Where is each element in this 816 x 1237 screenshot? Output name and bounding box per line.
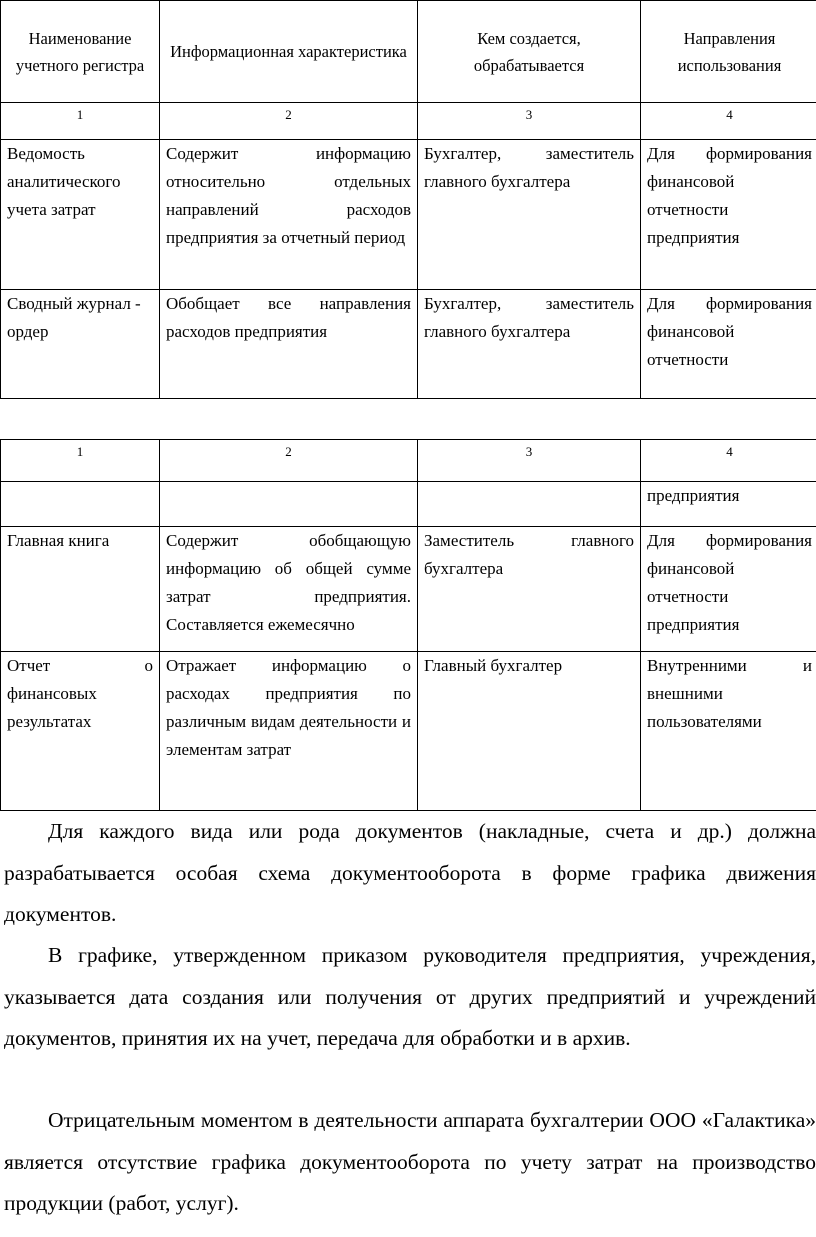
table-header-row (1, 1, 816, 103)
register-name-cell: Главная книга (1, 527, 160, 652)
table-row (1, 140, 816, 290)
column-number-row (1, 440, 816, 482)
header-info-characteristic: Информационная характеристика (160, 1, 418, 103)
column-number: 1 (1, 103, 160, 140)
register-table-bottom (0, 439, 816, 811)
register-name-cell: Ведомость аналитического учета затрат (1, 140, 160, 290)
column-number: 3 (418, 440, 641, 482)
register-name-cell: Отчет о финансовых результатах (1, 652, 160, 811)
info-cell: Содержит информацию относительно отдельных направлений расходов предприятия за отчетный период (160, 140, 418, 290)
header-usage: Направления использования (641, 1, 816, 103)
table-row (1, 527, 816, 652)
info-cell: Обобщает все направления расходов предприятия (160, 290, 418, 399)
header-created-by: Кем создается, обрабатывается (418, 1, 641, 103)
info-cell: Содержит обобщающую информацию об общей сумме затрат предприятия. Составляется ежемесячно (160, 527, 418, 652)
usage-cell: Для формирования финансовой отчетности предприятия (641, 527, 816, 652)
table-row (1, 652, 816, 811)
column-number: 2 (160, 103, 418, 140)
header-register-name: Наименование учетного регистра (1, 1, 160, 103)
column-number: 4 (641, 440, 816, 482)
register-table-top (0, 0, 816, 399)
body-paragraph: Отрицательным моментом в деятельности аппарата бухгалтерии ООО «Галактика» является отсутствие графика документооборота по учету затрат на производство продукции (работ, услуг). (4, 1108, 816, 1215)
empty-cell (1, 482, 160, 527)
column-number: 2 (160, 440, 418, 482)
column-number-row (1, 103, 816, 140)
body-paragraph: Для каждого вида или рода документов (накладные, счета и др.) должна разрабатывается особая схема документооборота в форме графика движения документов. (4, 819, 816, 926)
created-by-cell: Бухгалтер, заместитель главного бухгалтера (418, 290, 641, 399)
usage-continuation-cell: предприятия (641, 482, 816, 527)
body-paragraph: В графике, утвержденном приказом руководителя предприятия, учреждения, указывается дата создания или получения от других предприятий и учреждений документов, принятия их на учет, передача для обработки и в архив. (4, 943, 816, 1050)
info-cell: Отражает информацию о расходах предприятия по различным видам деятельности и элементам затрат (160, 652, 418, 811)
created-by-cell: Главный бухгалтер (418, 652, 641, 811)
register-name-cell: Сводный журнал - ордер (1, 290, 160, 399)
column-number: 4 (641, 103, 816, 140)
usage-cell: Для формирования финансовой отчетности предприятия (641, 140, 816, 290)
column-number: 3 (418, 103, 641, 140)
usage-cell: Внутренними и внешними пользователями (641, 652, 816, 811)
continuation-row (1, 482, 816, 527)
empty-cell (418, 482, 641, 527)
usage-cell: Для формирования финансовой отчетности (641, 290, 816, 399)
created-by-cell: Бухгалтер, заместитель главного бухгалтера (418, 140, 641, 290)
empty-cell (160, 482, 418, 527)
table-row (1, 290, 816, 399)
column-number: 1 (1, 440, 160, 482)
created-by-cell: Заместитель главного бухгалтера (418, 527, 641, 652)
